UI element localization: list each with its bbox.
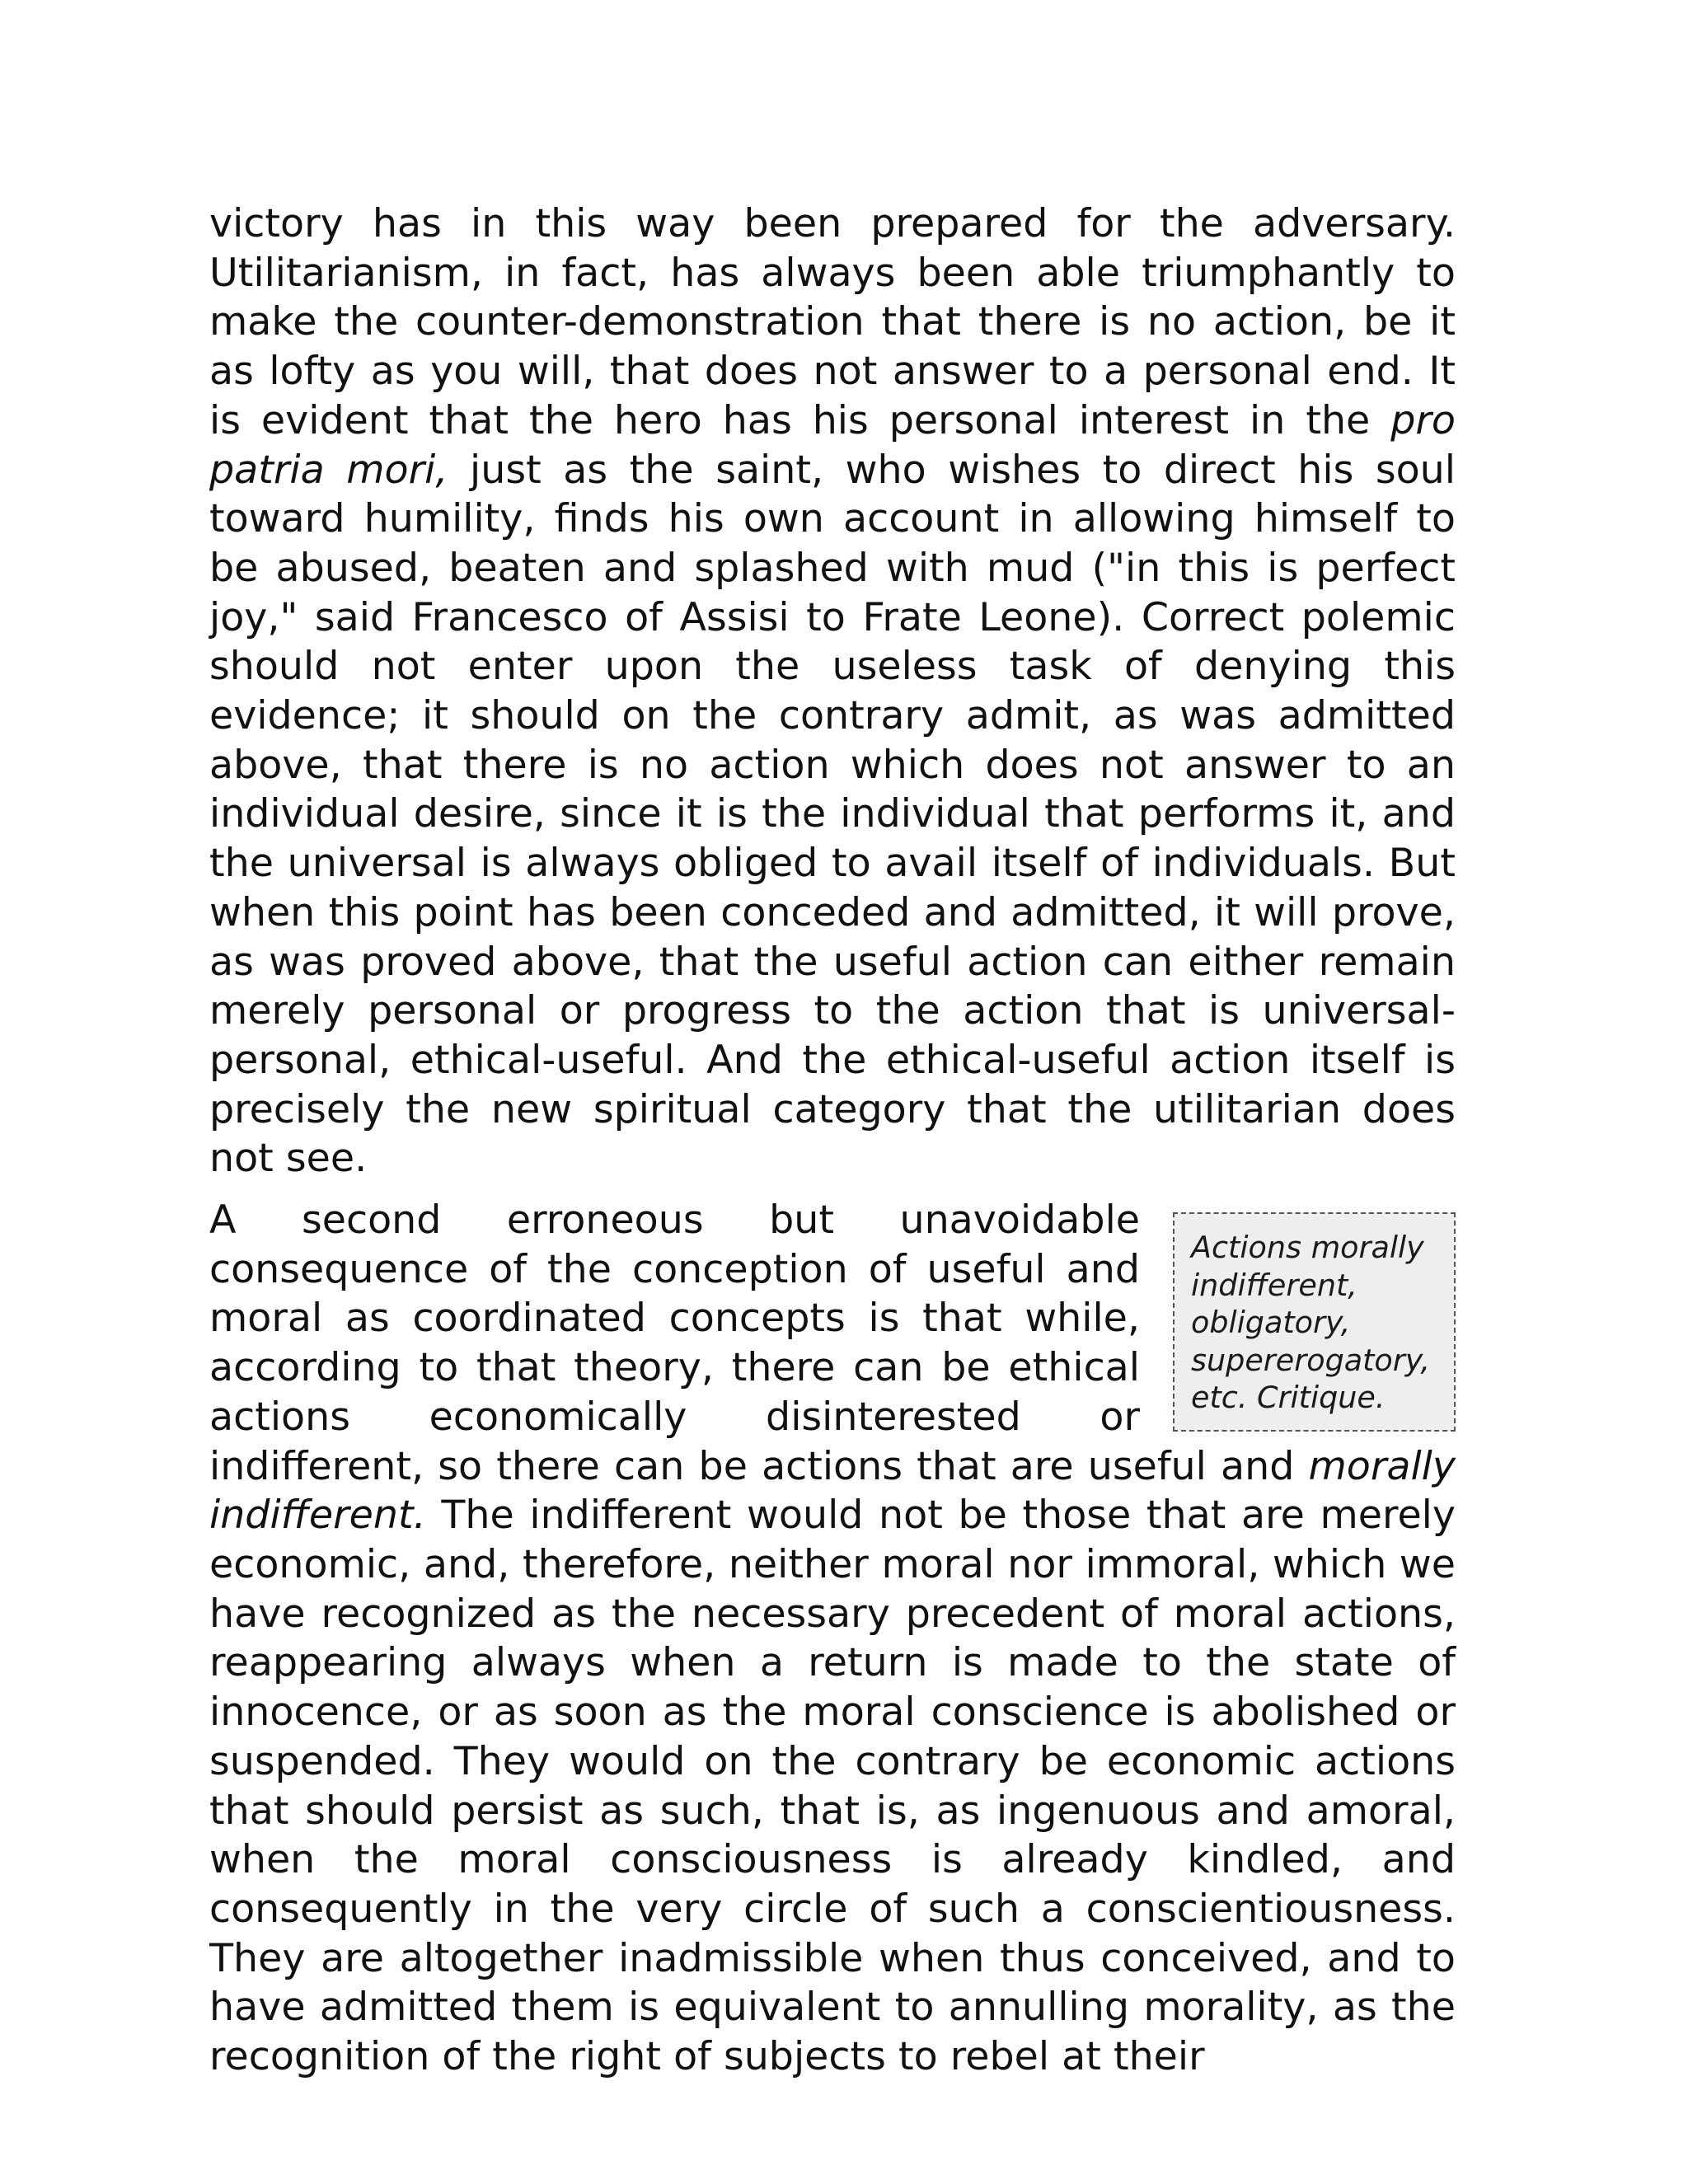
paragraph-2-emphasis: morally indifferent. xyxy=(209,1443,1456,1539)
paragraph-1-emphasis: pro patria mori, xyxy=(209,397,1456,493)
paragraph-1-text-a: victory has in this way been prepared for the adversary. Utilitarianism, in fact, has always been able triumphantly to make the counter-demonstration that there is no action, be it as lofty as you will, that does not answer to a personal end. It is evident that the hero has his personal interest in the xyxy=(209,201,1456,443)
paragraph-1 xyxy=(209,199,1456,1183)
margin-note: Actions morally indifferent, obligatory, supererogatory, etc. Critique. xyxy=(1173,1212,1456,1432)
paragraph-2-text-b: The indifferent would not be those that are merely economic, and, therefore, neither moral nor immoral, which we have recognized as the necessary precedent of moral actions, reappearing always when a return is made to the state of innocence, or as soon as the moral conscience is abolished or suspended. They would on the contrary be economic actions that should persist as such, that is, as ingenuous and amoral, when the moral consciousness is already kindled, and consequently in the very circle of such a conscientiousness. They are altogether inadmissible when thus conceived, and to have admitted them is equivalent to annulling morality, as the recognition of the right of subjects to rebel at their xyxy=(209,1493,1456,2080)
paragraph-2 xyxy=(209,1196,1456,2082)
paragraph-1-text-b: just as the saint, who wishes to direct his soul toward humility, finds his own account in allowing himself to be abused, beaten and splashed with mud ("in this is perfect joy," said Francesco of Assisi to Frate Leone). Correct polemic should not enter upon the useless task of denying this evidence; it should on the contrary admit, as was admitted above, that there is no action which does not answer to an individual desire, since it is the individual that performs it, and the universal is always obliged to avail itself of individuals. But when this point has been conceded and admitted, it will prove, as was proved above, that the useful action can either remain merely personal or progress to the action that is universal-personal, ethical-useful. And the ethical-useful action itself is precisely the new spiritual category that the utilitarian does not see. xyxy=(209,447,1456,1182)
paragraph-2-text-a: A second erroneous but unavoidable consequence of the conception of useful and moral as coordinated concepts is that while, according to that theory, there can be ethical actions economically disinterested or indifferent, so there can be actions that are useful and xyxy=(209,1197,1309,1489)
page-body xyxy=(209,199,1456,2082)
